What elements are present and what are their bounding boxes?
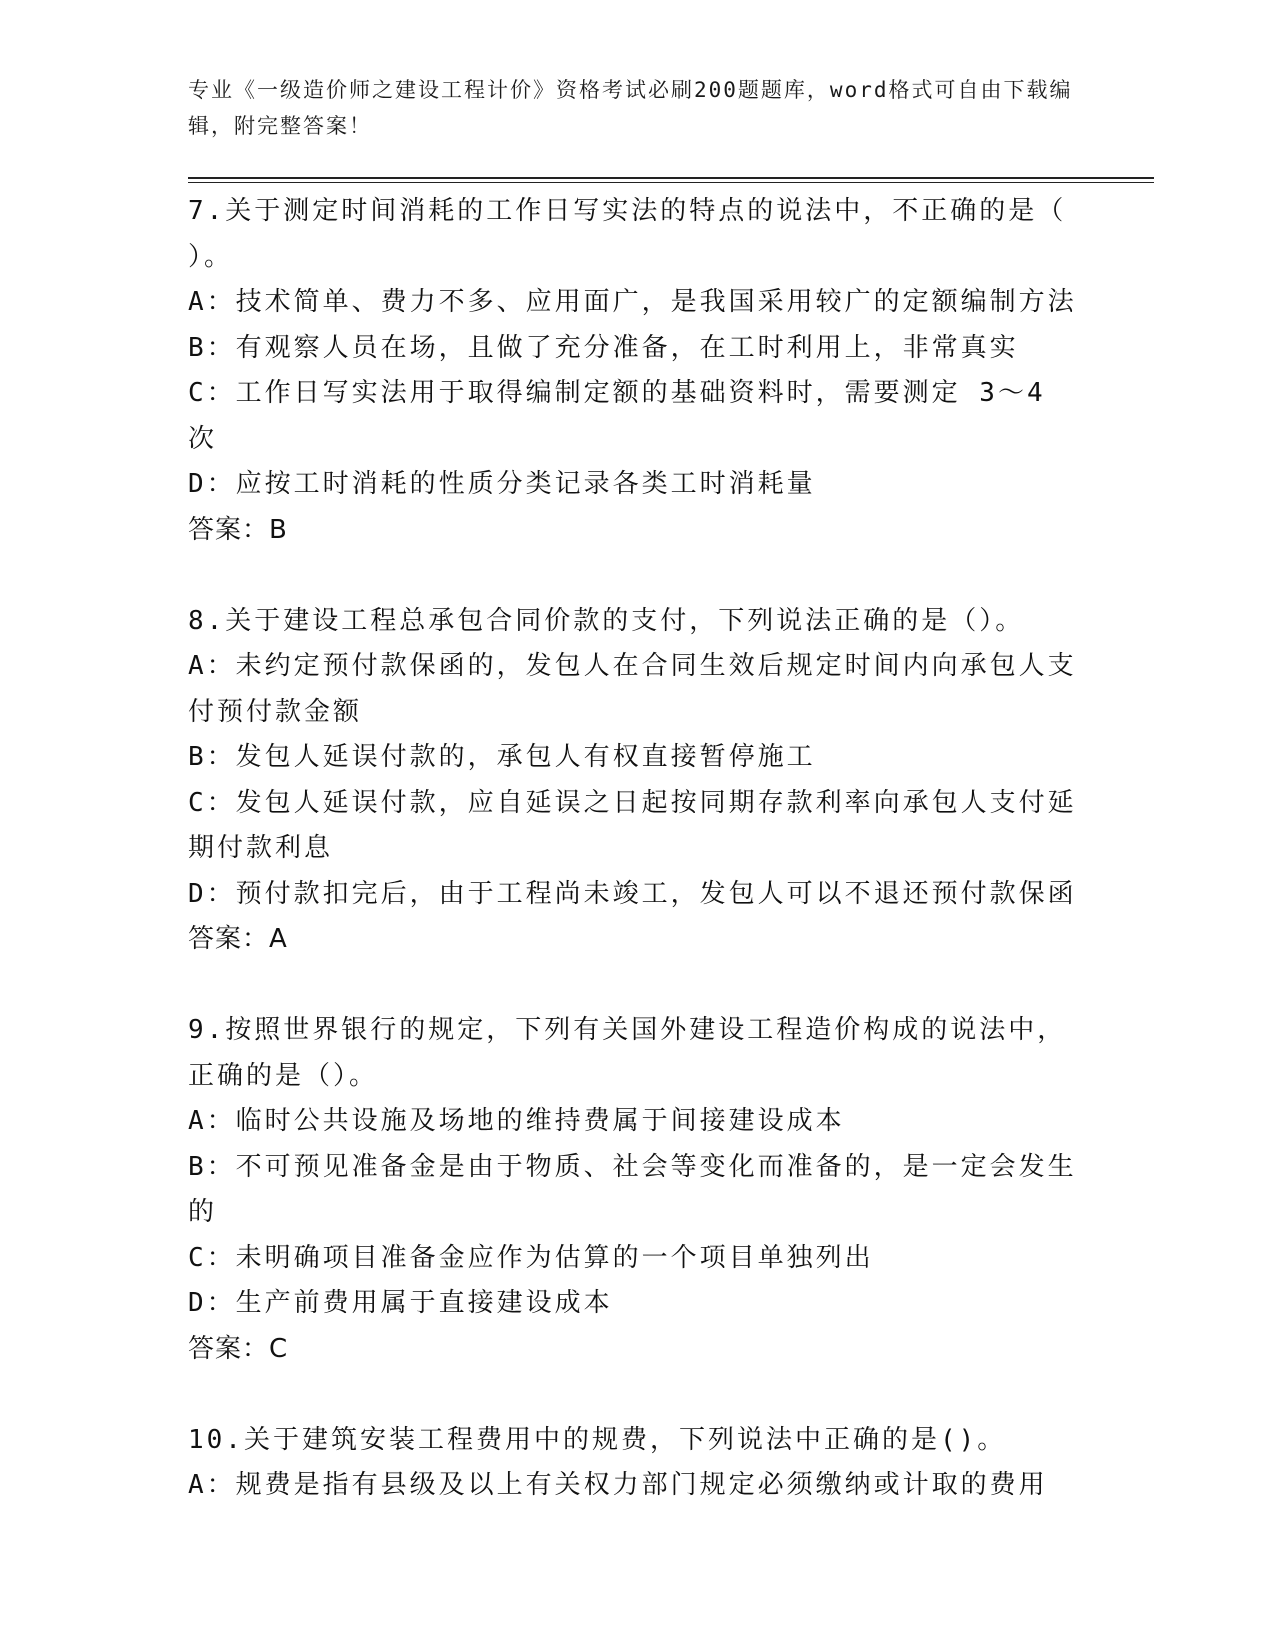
option-line: B：有观察人员在场，且做了充分准备，在工时利用上，非常真实 [188, 332, 1019, 363]
answer-line: 答案：B [188, 514, 288, 545]
header-intro-text: 专业《一级造价师之建设工程计价》资格考试必刷200题题库，word格式可自由下载编辑，附完整答案！ [188, 78, 1073, 138]
document-header [188, 72, 1088, 144]
header-divider-thick [188, 177, 1154, 179]
option-line: A：技术简单、费力不多、应用面广，是我国采用较广的定额编制方法 [188, 287, 1077, 317]
option-line: 付预付款金额 [188, 696, 363, 727]
question-stem-line: 10.关于建筑安装工程费用中的规费，下列说法中正确的是()。 [188, 1424, 1007, 1455]
question-block [188, 189, 1088, 553]
option-line: B：发包人延误付款的，承包人有权直接暂停施工 [188, 742, 816, 772]
option-line: C：未明确项目准备金应作为估算的一个项目单独列出 [188, 1242, 874, 1273]
option-line: D：应按工时消耗的性质分类记录各类工时消耗量 [188, 469, 816, 499]
question-block [188, 1008, 1088, 1372]
question-spacer [188, 1372, 1088, 1418]
option-line: A：临时公共设施及场地的维持费属于间接建设成本 [188, 1106, 845, 1136]
option-line: C：工作日写实法用于取得编制定额的基础资料时，需要测定 3～4 次 [188, 378, 1065, 454]
option-line: C：发包人延误付款，应自延误之日起按同期存款利率向承包人支付延 [188, 787, 1077, 818]
option-line: D：预付款扣完后，由于工程尚未竣工，发包人可以不退还预付款保函 [188, 878, 1077, 909]
question-block [188, 1418, 1088, 1509]
question-spacer [188, 553, 1088, 599]
question-block [188, 599, 1088, 963]
option-line: A：规费是指有县级及以上有关权力部门规定必须缴纳或计取的费用 [188, 1470, 1048, 1500]
question-stem-line: 8.关于建设工程总承包合同价款的支付，下列说法正确的是（）。 [188, 605, 1025, 636]
question-spacer [188, 963, 1088, 1009]
option-line: B：不可预见准备金是由于物质、社会等变化而准备的，是一定会发生 [188, 1151, 1077, 1182]
option-line: A：未约定预付款保函的，发包人在合同生效后规定时间内向承包人支 [188, 651, 1077, 681]
option-line: 期付款利息 [188, 833, 334, 863]
option-line: 的 [188, 1197, 218, 1227]
question-stem-line: ）。 [188, 241, 234, 272]
question-stem-line: 9.按照世界银行的规定，下列有关国外建设工程造价构成的说法中， [188, 1015, 1067, 1045]
answer-line: 答案：A [188, 924, 288, 954]
header-divider-thin [188, 182, 1154, 183]
option-line: D：生产前费用属于直接建设成本 [188, 1288, 613, 1318]
question-list [188, 189, 1088, 1509]
answer-line: 答案：C [188, 1333, 289, 1364]
question-stem-line: 正确的是（）。 [188, 1060, 379, 1091]
question-stem-line: 7.关于测定时间消耗的工作日写实法的特点的说法中，不正确的是（ [188, 196, 1067, 226]
